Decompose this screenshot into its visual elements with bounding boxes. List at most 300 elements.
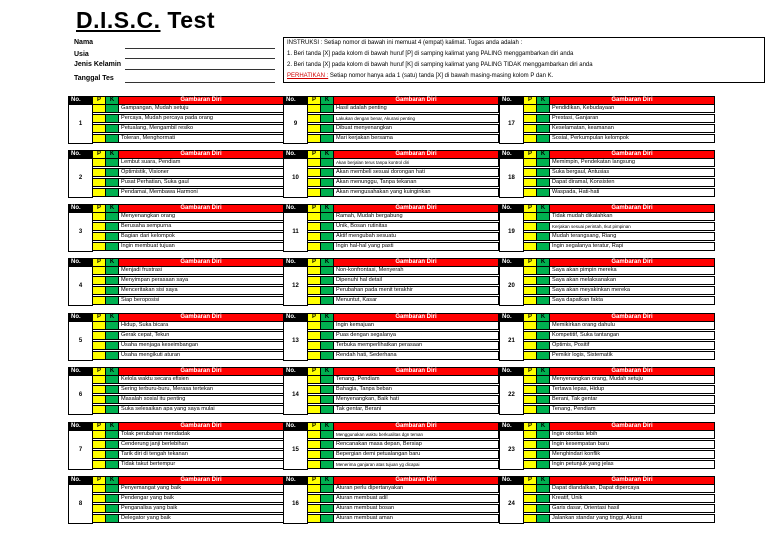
group-number: 24 <box>499 484 524 524</box>
header-p: P <box>92 313 106 322</box>
statement-text: Dibuat menyenangkan <box>333 124 499 133</box>
header-no: No. <box>283 204 308 213</box>
instruction-warning <box>287 71 761 82</box>
statement-text: Berusaha sempurna <box>118 222 284 231</box>
k-checkbox[interactable] <box>320 494 334 503</box>
group-number: 16 <box>283 484 308 524</box>
k-checkbox[interactable] <box>536 212 550 221</box>
k-checkbox[interactable] <box>320 484 334 493</box>
k-checkbox[interactable] <box>536 395 550 404</box>
question-group-19 <box>499 204 715 252</box>
p-checkbox[interactable] <box>523 266 537 275</box>
p-checkbox[interactable] <box>92 124 106 133</box>
header-no: No. <box>283 422 308 431</box>
p-checkbox[interactable] <box>523 276 537 285</box>
k-checkbox[interactable] <box>536 484 550 493</box>
header-no: No. <box>283 313 308 322</box>
header-gambaran-diri: Gambaran Diri <box>549 96 715 105</box>
header-gambaran-diri: Gambaran Diri <box>118 258 284 267</box>
p-checkbox[interactable] <box>523 514 537 523</box>
p-checkbox[interactable] <box>92 440 106 449</box>
k-checkbox[interactable] <box>536 222 550 231</box>
p-checkbox[interactable] <box>523 212 537 221</box>
p-checkbox[interactable] <box>307 178 321 187</box>
k-checkbox[interactable] <box>536 276 550 285</box>
k-checkbox[interactable] <box>320 450 334 459</box>
statement-text: Menyenangkan orang, Mudah setuju <box>549 375 715 384</box>
statement-text: Garis dasar, Orientasi hasil <box>549 504 715 513</box>
field-line-usia[interactable] <box>125 58 275 59</box>
k-checkbox[interactable] <box>536 430 550 439</box>
header-gambaran-diri: Gambaran Diri <box>118 367 284 376</box>
k-checkbox[interactable] <box>105 450 119 459</box>
question-group-9 <box>283 96 499 144</box>
k-checkbox[interactable] <box>320 375 334 384</box>
k-checkbox[interactable] <box>105 276 119 285</box>
p-checkbox[interactable] <box>523 405 537 414</box>
p-checkbox[interactable] <box>92 188 106 197</box>
header-no: No. <box>283 476 308 485</box>
k-checkbox[interactable] <box>536 124 550 133</box>
group-number: 9 <box>283 104 308 144</box>
warning-label: PERHATIKAN : <box>287 73 329 79</box>
k-checkbox[interactable] <box>105 514 119 523</box>
k-checkbox[interactable] <box>320 168 334 177</box>
statement-text: Gerak cepat, Tekun <box>118 331 284 340</box>
p-checkbox[interactable] <box>307 331 321 340</box>
statement-text: Percaya, Mudah percaya pada orang <box>118 114 284 123</box>
k-checkbox[interactable] <box>105 242 119 251</box>
title-disc: D.I.S.C. <box>76 7 161 33</box>
p-checkbox[interactable] <box>307 460 321 469</box>
group-number: 13 <box>283 321 308 361</box>
header-no: No. <box>68 96 93 105</box>
p-checkbox[interactable] <box>523 286 537 295</box>
group-number: 17 <box>499 104 524 144</box>
statement-text: Rencanakan masa depan, Bersiap <box>333 440 499 449</box>
p-checkbox[interactable] <box>307 266 321 275</box>
statement-text: Tak gentar, Berani <box>333 405 499 414</box>
k-checkbox[interactable] <box>105 321 119 330</box>
k-checkbox[interactable] <box>536 188 550 197</box>
k-checkbox[interactable] <box>536 385 550 394</box>
p-checkbox[interactable] <box>307 188 321 197</box>
k-checkbox[interactable] <box>320 178 334 187</box>
p-checkbox[interactable] <box>92 158 106 167</box>
p-checkbox[interactable] <box>307 375 321 384</box>
p-checkbox[interactable] <box>523 168 537 177</box>
p-checkbox[interactable] <box>523 351 537 360</box>
header-gambaran-diri: Gambaran Diri <box>549 204 715 213</box>
k-checkbox[interactable] <box>320 460 334 469</box>
k-checkbox[interactable] <box>536 494 550 503</box>
statement-text: Saya dapatkan fakta <box>549 296 715 305</box>
p-checkbox[interactable] <box>523 134 537 143</box>
k-checkbox[interactable] <box>105 286 119 295</box>
p-checkbox[interactable] <box>523 504 537 513</box>
k-checkbox[interactable] <box>105 430 119 439</box>
header-no: No. <box>68 476 93 485</box>
p-checkbox[interactable] <box>523 114 537 123</box>
k-checkbox[interactable] <box>536 242 550 251</box>
p-checkbox[interactable] <box>523 331 537 340</box>
k-checkbox[interactable] <box>536 351 550 360</box>
statement-text: Terbuka memperlihatkan perasaan <box>333 341 499 350</box>
k-checkbox[interactable] <box>105 395 119 404</box>
p-checkbox[interactable] <box>307 212 321 221</box>
p-checkbox[interactable] <box>307 134 321 143</box>
p-checkbox[interactable] <box>92 484 106 493</box>
header-k: K <box>320 422 334 431</box>
k-checkbox[interactable] <box>105 188 119 197</box>
p-checkbox[interactable] <box>523 158 537 167</box>
statement-text: Ingin otoritas lebih <box>549 430 715 439</box>
header-no: No. <box>499 476 524 485</box>
p-checkbox[interactable] <box>92 104 106 113</box>
p-checkbox[interactable] <box>307 385 321 394</box>
header-k: K <box>536 258 550 267</box>
p-checkbox[interactable] <box>92 134 106 143</box>
header-gambaran-diri: Gambaran Diri <box>549 476 715 485</box>
question-group-12 <box>283 258 499 306</box>
header-no: No. <box>499 422 524 431</box>
group-number: 22 <box>499 375 524 415</box>
k-checkbox[interactable] <box>105 385 119 394</box>
question-group-22 <box>499 367 715 415</box>
p-checkbox[interactable] <box>523 178 537 187</box>
p-checkbox[interactable] <box>307 296 321 305</box>
k-checkbox[interactable] <box>320 321 334 330</box>
p-checkbox[interactable] <box>92 266 106 275</box>
statement-text: Sosial, Perkumpulan kelompok <box>549 134 715 143</box>
p-checkbox[interactable] <box>92 296 106 305</box>
field-label-usia: Usia <box>74 51 89 58</box>
group-number: 15 <box>283 430 308 470</box>
p-checkbox[interactable] <box>523 460 537 469</box>
k-checkbox[interactable] <box>320 188 334 197</box>
p-checkbox[interactable] <box>92 341 106 350</box>
field-line-nama[interactable] <box>125 48 275 49</box>
k-checkbox[interactable] <box>105 104 119 113</box>
k-checkbox[interactable] <box>105 266 119 275</box>
group-number: 20 <box>499 266 524 306</box>
p-checkbox[interactable] <box>523 124 537 133</box>
k-checkbox[interactable] <box>320 296 334 305</box>
p-checkbox[interactable] <box>307 430 321 439</box>
statement-text: Optimis, Positif <box>549 341 715 350</box>
statement-text: Bepergian demi petualangan baru <box>333 450 499 459</box>
k-checkbox[interactable] <box>320 385 334 394</box>
header-p: P <box>523 204 537 213</box>
p-checkbox[interactable] <box>307 232 321 241</box>
k-checkbox[interactable] <box>105 134 119 143</box>
group-number: 23 <box>499 430 524 470</box>
p-checkbox[interactable] <box>523 440 537 449</box>
statement-text: Menyimpan perasaan saya <box>118 276 284 285</box>
header-k: K <box>320 96 334 105</box>
p-checkbox[interactable] <box>92 178 106 187</box>
statement-text: Masalah sosial itu penting <box>118 395 284 404</box>
k-checkbox[interactable] <box>536 450 550 459</box>
field-line-jenis-kelamin[interactable] <box>125 69 275 70</box>
instruction-line-3: 2. Beri tanda [X] pada kolom di bawah huruf [K] di samping kalimat yang PALING TIDAK menggambarkan diri anda <box>287 62 593 68</box>
k-checkbox[interactable] <box>105 405 119 414</box>
p-checkbox[interactable] <box>92 385 106 394</box>
k-checkbox[interactable] <box>320 331 334 340</box>
k-checkbox[interactable] <box>536 114 550 123</box>
p-checkbox[interactable] <box>92 242 106 251</box>
statement-text: Ingin membuat tujuan <box>118 242 284 251</box>
k-checkbox[interactable] <box>536 168 550 177</box>
question-group-24 <box>499 476 715 524</box>
p-checkbox[interactable] <box>92 395 106 404</box>
statement-text: Saya akan meyakinkan mereka <box>549 286 715 295</box>
header-no: No. <box>68 150 93 159</box>
p-checkbox[interactable] <box>307 341 321 350</box>
header-no: No. <box>283 367 308 376</box>
k-checkbox[interactable] <box>105 484 119 493</box>
header-no: No. <box>499 150 524 159</box>
k-checkbox[interactable] <box>320 276 334 285</box>
p-checkbox[interactable] <box>92 222 106 231</box>
p-checkbox[interactable] <box>307 351 321 360</box>
k-checkbox[interactable] <box>105 296 119 305</box>
k-checkbox[interactable] <box>536 158 550 167</box>
p-checkbox[interactable] <box>92 375 106 384</box>
statement-text: Pendidikan, Kebudayaan <box>549 104 715 113</box>
p-checkbox[interactable] <box>92 460 106 469</box>
header-p: P <box>523 96 537 105</box>
k-checkbox[interactable] <box>536 232 550 241</box>
k-checkbox[interactable] <box>320 232 334 241</box>
p-checkbox[interactable] <box>307 168 321 177</box>
header-p: P <box>307 367 321 376</box>
k-checkbox[interactable] <box>105 375 119 384</box>
k-checkbox[interactable] <box>536 286 550 295</box>
statement-text: Bagian dari kelompok <box>118 232 284 241</box>
p-checkbox[interactable] <box>92 430 106 439</box>
k-checkbox[interactable] <box>536 331 550 340</box>
p-checkbox[interactable] <box>523 375 537 384</box>
header-gambaran-diri: Gambaran Diri <box>333 476 499 485</box>
p-checkbox[interactable] <box>307 276 321 285</box>
k-checkbox[interactable] <box>320 504 334 513</box>
k-checkbox[interactable] <box>320 222 334 231</box>
statement-text: Dapat diandalkan, Dapat dipercaya <box>549 484 715 493</box>
p-checkbox[interactable] <box>523 341 537 350</box>
question-group-5 <box>68 313 284 361</box>
k-checkbox[interactable] <box>320 405 334 414</box>
statement-text: Lembut suara, Pendiam <box>118 158 284 167</box>
k-checkbox[interactable] <box>320 242 334 251</box>
k-checkbox[interactable] <box>105 460 119 469</box>
header-gambaran-diri: Gambaran Diri <box>118 204 284 213</box>
k-checkbox[interactable] <box>320 341 334 350</box>
instruction-line-2: 1. Beri tanda [X] pada kolom di bawah huruf [P] di samping kalimat yang PALING menggambarkan diri anda <box>287 51 574 57</box>
question-group-17 <box>499 96 715 144</box>
p-checkbox[interactable] <box>523 385 537 394</box>
p-checkbox[interactable] <box>92 114 106 123</box>
k-checkbox[interactable] <box>536 134 550 143</box>
k-checkbox[interactable] <box>536 460 550 469</box>
k-checkbox[interactable] <box>536 341 550 350</box>
statement-text: Kreatif, Unik <box>549 494 715 503</box>
statement-text: Tidak takut bertempur <box>118 460 284 469</box>
p-checkbox[interactable] <box>523 222 537 231</box>
p-checkbox[interactable] <box>307 124 321 133</box>
k-checkbox[interactable] <box>105 212 119 221</box>
p-checkbox[interactable] <box>307 514 321 523</box>
k-checkbox[interactable] <box>536 405 550 414</box>
p-checkbox[interactable] <box>92 286 106 295</box>
k-checkbox[interactable] <box>320 124 334 133</box>
group-number: 19 <box>499 212 524 252</box>
k-checkbox[interactable] <box>536 514 550 523</box>
p-checkbox[interactable] <box>307 321 321 330</box>
p-checkbox[interactable] <box>307 222 321 231</box>
p-checkbox[interactable] <box>92 450 106 459</box>
p-checkbox[interactable] <box>523 450 537 459</box>
k-checkbox[interactable] <box>105 178 119 187</box>
statement-text: Puas dengan segalanya <box>333 331 499 340</box>
k-checkbox[interactable] <box>320 104 334 113</box>
statement-text: Aktif mengubah sesuatu <box>333 232 499 241</box>
p-checkbox[interactable] <box>307 484 321 493</box>
field-line-tanggal-tes[interactable] <box>125 82 275 83</box>
p-checkbox[interactable] <box>92 232 106 241</box>
k-checkbox[interactable] <box>105 232 119 241</box>
k-checkbox[interactable] <box>320 286 334 295</box>
k-checkbox[interactable] <box>105 341 119 350</box>
p-checkbox[interactable] <box>523 242 537 251</box>
k-checkbox[interactable] <box>320 440 334 449</box>
question-group-23 <box>499 422 715 470</box>
p-checkbox[interactable] <box>307 114 321 123</box>
p-checkbox[interactable] <box>92 504 106 513</box>
k-checkbox[interactable] <box>320 430 334 439</box>
p-checkbox[interactable] <box>92 168 106 177</box>
p-checkbox[interactable] <box>523 296 537 305</box>
p-checkbox[interactable] <box>523 494 537 503</box>
group-number: 3 <box>68 212 93 252</box>
p-checkbox[interactable] <box>307 405 321 414</box>
k-checkbox[interactable] <box>536 266 550 275</box>
p-checkbox[interactable] <box>523 104 537 113</box>
k-checkbox[interactable] <box>105 168 119 177</box>
k-checkbox[interactable] <box>536 178 550 187</box>
header-k: K <box>105 367 119 376</box>
p-checkbox[interactable] <box>307 494 321 503</box>
statement-text: Ramah, Mudah bergabung <box>333 212 499 221</box>
group-number: 1 <box>68 104 93 144</box>
k-checkbox[interactable] <box>105 222 119 231</box>
p-checkbox[interactable] <box>307 158 321 167</box>
k-checkbox[interactable] <box>320 266 334 275</box>
instruction-line-1: INSTRUKSI : Setiap nomor di bawah ini memuat 4 (empat) kalimat. Tugas anda adalah : <box>287 40 523 46</box>
header-p: P <box>92 476 106 485</box>
p-checkbox[interactable] <box>92 494 106 503</box>
header-p: P <box>307 258 321 267</box>
statement-text: Suka selesaikan apa yang saya mulai <box>118 405 284 414</box>
k-checkbox[interactable] <box>105 331 119 340</box>
k-checkbox[interactable] <box>320 351 334 360</box>
header-p: P <box>523 150 537 159</box>
p-checkbox[interactable] <box>307 242 321 251</box>
question-group-6 <box>68 367 284 415</box>
group-number: 5 <box>68 321 93 361</box>
k-checkbox[interactable] <box>320 114 334 123</box>
p-checkbox[interactable] <box>92 405 106 414</box>
instructions-box <box>283 37 765 83</box>
k-checkbox[interactable] <box>105 440 119 449</box>
statement-text: Ingin kemajuan <box>333 321 499 330</box>
p-checkbox[interactable] <box>92 514 106 523</box>
p-checkbox[interactable] <box>92 321 106 330</box>
k-checkbox[interactable] <box>536 504 550 513</box>
p-checkbox[interactable] <box>92 331 106 340</box>
question-group-20 <box>499 258 715 306</box>
header-k: K <box>105 150 119 159</box>
k-checkbox[interactable] <box>536 104 550 113</box>
p-checkbox[interactable] <box>523 321 537 330</box>
statement-text: Pemikir logis, Sistematik <box>549 351 715 360</box>
p-checkbox[interactable] <box>523 395 537 404</box>
statement-text: Siap beroposisi <box>118 296 284 305</box>
statement-text: Akan membeli sesuai dorongan hati <box>333 168 499 177</box>
statement-text: Menghindari konflik <box>549 450 715 459</box>
k-checkbox[interactable] <box>536 375 550 384</box>
p-checkbox[interactable] <box>92 212 106 221</box>
p-checkbox[interactable] <box>307 504 321 513</box>
k-checkbox[interactable] <box>320 395 334 404</box>
p-checkbox[interactable] <box>523 232 537 241</box>
p-checkbox[interactable] <box>523 188 537 197</box>
p-checkbox[interactable] <box>523 430 537 439</box>
p-checkbox[interactable] <box>307 440 321 449</box>
statement-text: Perubahan pada menit terakhir <box>333 286 499 295</box>
k-checkbox[interactable] <box>320 134 334 143</box>
k-checkbox[interactable] <box>105 504 119 513</box>
p-checkbox[interactable] <box>307 395 321 404</box>
p-checkbox[interactable] <box>92 351 106 360</box>
k-checkbox[interactable] <box>536 296 550 305</box>
k-checkbox[interactable] <box>536 440 550 449</box>
statement-text: Menceritakan sisi saya <box>118 286 284 295</box>
k-checkbox[interactable] <box>105 351 119 360</box>
k-checkbox[interactable] <box>105 158 119 167</box>
statement-text: Hasil adalah penting <box>333 104 499 113</box>
header-gambaran-diri: Gambaran Diri <box>333 367 499 376</box>
k-checkbox[interactable] <box>536 321 550 330</box>
k-checkbox[interactable] <box>320 514 334 523</box>
group-number: 4 <box>68 266 93 306</box>
p-checkbox[interactable] <box>307 286 321 295</box>
k-checkbox[interactable] <box>105 124 119 133</box>
header-k: K <box>536 422 550 431</box>
group-number: 7 <box>68 430 93 470</box>
p-checkbox[interactable] <box>523 484 537 493</box>
p-checkbox[interactable] <box>92 276 106 285</box>
k-checkbox[interactable] <box>105 494 119 503</box>
k-checkbox[interactable] <box>105 114 119 123</box>
p-checkbox[interactable] <box>307 450 321 459</box>
k-checkbox[interactable] <box>320 212 334 221</box>
p-checkbox[interactable] <box>307 104 321 113</box>
header-p: P <box>523 422 537 431</box>
k-checkbox[interactable] <box>320 158 334 167</box>
field-label-jenis-kelamin: Jenis Kelamin <box>74 61 122 68</box>
statement-text: Memimpin, Pendekatan langsung <box>549 158 715 167</box>
